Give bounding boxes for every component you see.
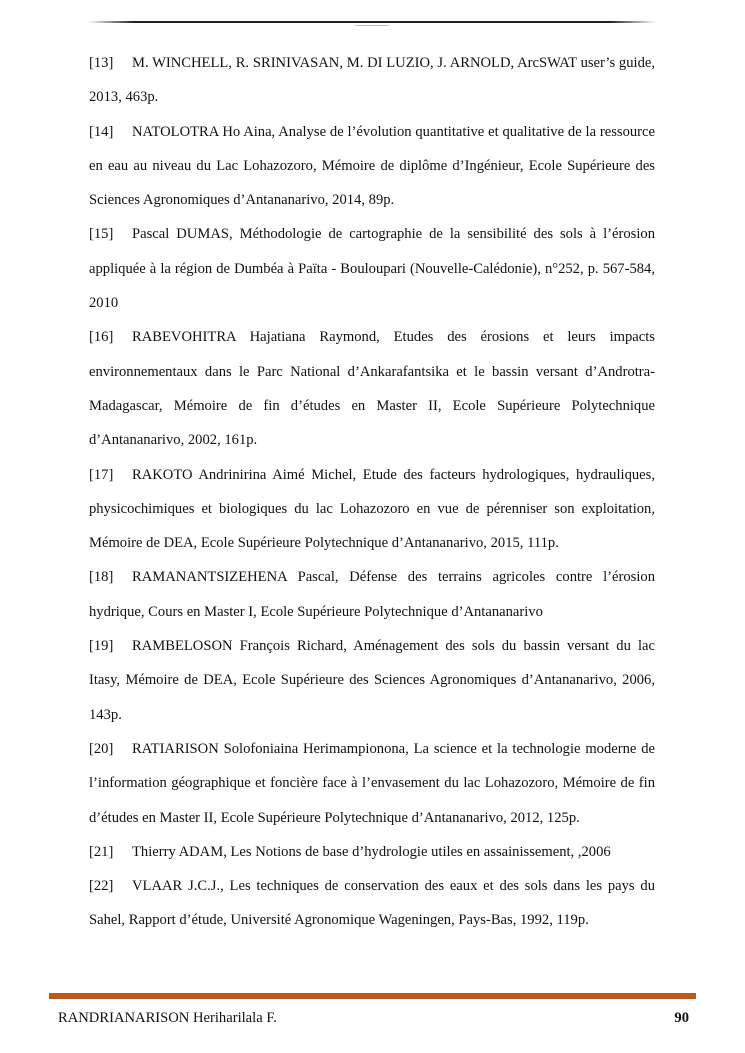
reference-number: [14] (89, 123, 114, 140)
reference-entry (89, 320, 655, 457)
reference-number: [19] (89, 638, 114, 655)
reference-entry (89, 560, 655, 629)
reference-number: [20] (89, 740, 114, 757)
reference-entry (89, 629, 655, 732)
reference-entry (89, 217, 655, 320)
reference-text: Pascal DUMAS, Méthodologie de cartographie de la sensibilité des sols à l’érosion appliquée à la région de Dumbéa à Païta - Bouloupari (Nouvelle-Calédonie), n°252, p. 567-584, 2010 (89, 226, 655, 312)
reference-number: [22] (89, 878, 114, 895)
header-rule (88, 21, 656, 23)
reference-number: [18] (89, 569, 114, 586)
reference-number: [17] (89, 466, 114, 483)
reference-text: RAMBELOSON François Richard, Aménagement des sols du bassin versant du lac Itasy, Mémoire de DEA, Ecole Supérieure des Sciences Agronomiques d’Antananarivo, 2006, 143p. (89, 638, 655, 723)
reference-entry (89, 115, 655, 218)
reference-text: RABEVOHITRA Hajatiana Raymond, Etudes des érosions et leurs impacts environnementaux dans le Parc National d’Ankarafantsika et le bassin versant d’Androtra-Madagascar, Mémoire de fin d’études en Master II, Ecole Supérieure Polytechnique d’Antananarivo, 2002, 161p. (89, 329, 655, 449)
reference-number: [13] (89, 55, 114, 71)
reference-text: M. WINCHELL, R. SRINIVASAN, M. DI LUZIO, J. ARNOLD, ArcSWAT user’s guide, 2013, 463p. (89, 55, 655, 106)
reference-number: [16] (89, 329, 114, 346)
reference-text: Thierry ADAM, Les Notions de base d’hydrologie utiles en assainissement, ,2006 (132, 843, 611, 860)
reference-entry (89, 835, 655, 869)
reference-entry (89, 869, 655, 938)
reference-entry (89, 458, 655, 561)
reference-text: NATOLOTRA Ho Aina, Analyse de l’évolution quantitative et qualitative de la ressource en eau au niveau du Lac Lohazozoro, Mémoire de diplôme d’Ingénieur, Ecole Supérieure des Sciences Agronomiques d’Antananarivo, 2014, 89p. (89, 123, 655, 209)
footer-author: RANDRIANARISON Heriharilala F. (58, 1010, 277, 1026)
reference-text: VLAAR J.C.J., Les techniques de conservation des eaux et des sols dans les pays du Sahel, Rapport d’étude, Université Agronomique Wageningen, Pays-Bas, 1992, 119p. (89, 878, 655, 929)
reference-entry (89, 732, 655, 835)
reference-entry (89, 46, 655, 115)
reference-text: RATIARISON Solofoniaina Herimampionona, La science et la technologie moderne de l’information géographique et foncière face à l’envasement du lac Lohazozoro, Mémoire de fin d’études en Master II, Ecole Supérieure Polytechnique d’Antananarivo, 2012, 125p. (89, 740, 655, 826)
footer-accent-bar (49, 993, 696, 999)
page-number: 90 (674, 1010, 689, 1026)
reference-number: [15] (89, 226, 114, 243)
reference-number: [21] (89, 843, 114, 860)
header-rule-mark (355, 25, 389, 26)
reference-text: RAMANANTSIZEHENA Pascal, Défense des terrains agricoles contre l’érosion hydrique, Cours en Master I, Ecole Supérieure Polytechnique d’Antananarivo (89, 569, 655, 620)
reference-text: RAKOTO Andrinirina Aimé Michel, Etude des facteurs hydrologiques, hydrauliques, physicochimiques et biologiques du lac Lohazozoro en vue de pérenniser son exploitation, Mémoire de DEA, Ecole Supérieure Polytechnique d’Antananarivo, 2015, 111p. (89, 466, 655, 552)
reference-list (89, 46, 655, 938)
